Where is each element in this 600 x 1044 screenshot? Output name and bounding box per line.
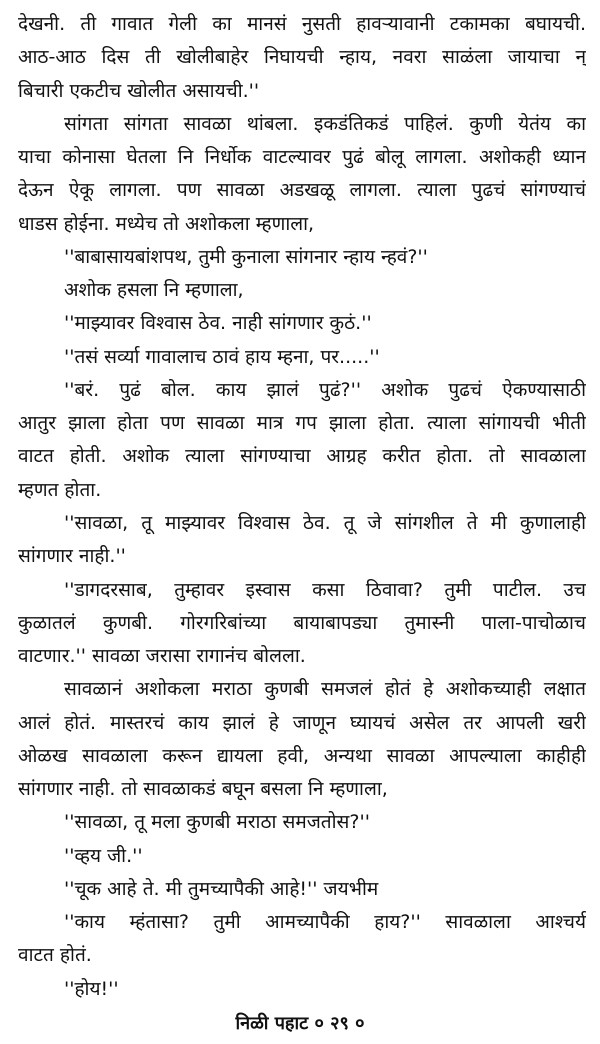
text-line-7: धाडस होईना. मध्येच तो अशोकला म्हणाला, (18, 212, 315, 235)
text-line-17: सांगणार नाही.'' (18, 545, 126, 568)
text-line-9: अशोक हसला नि म्हणाला, (64, 279, 244, 302)
text-line-16: ''सावळा, तू माझ्यावर विश्वास ठेव. तू जे सांगशील ते मी कुणालाही (64, 512, 586, 534)
book-title: निळी पहाट (235, 1013, 309, 1034)
text-line-5: याचा कोनासा घेतला नि निर्धोक वाटल्यावर पुढं बोलू लागला. अशोकही ध्यान (18, 146, 586, 169)
text-line-15: म्हणत होता. (18, 478, 102, 501)
text-line-14: वाटत होती. अशोक त्याला सांगण्याचा आग्रह करीत होता. तो सावळाला (18, 445, 586, 468)
text-line-4: सांगता सांगता सावळा थांबला. इकडंतिकडं पाहिलं. कुणी येतंय का (64, 112, 586, 135)
text-line-13: आतुर झाला होता पण सावळा मात्र गप झाला होता. त्याला सांगायची भीती (18, 412, 586, 435)
page-number: २९ (330, 1013, 349, 1034)
text-line-20: वाटणार.'' सावळा जरासा रागानंच बोलला. (18, 645, 306, 668)
text-line-1: देखनी. ती गावात गेली का मानसं नुसती हावऱ्यावानी टकामका बघायची. (18, 13, 586, 35)
text-line-24: सांगणार नाही. तो सावळाकडं बघून बसला नि म्हणाला, (18, 778, 388, 801)
text-line-21: सावळानं अशोकला मराठा कुणबी समजलं होतं हे अशोकच्याही लक्षात (64, 678, 586, 701)
text-line-28: ''काय म्हंतासा? तुमी आमच्यापैकी हाय?'' सावळाला आश्चर्य (64, 911, 586, 934)
text-line-10: ''माझ्यावर विश्वास ठेव. नाही सांगणार कुठं.'' (64, 312, 372, 335)
text-line-8: ''बाबासायबांशपथ, तुमी कुनाला सांगनार न्हाय न्हवं?'' (64, 245, 428, 268)
page-footer (0, 1012, 600, 1036)
text-line-6: देऊन ऐकू लागला. पण सावळा अडखळू लागला. त्याला पुढचं सांगण्याचं (18, 179, 586, 202)
text-line-30: ''होय!'' (64, 977, 119, 1000)
footer-separator-left: ० (314, 1013, 324, 1034)
text-line-12: ''बरं. पुढं बोल. काय झालं पुढं?'' अशोक पुढचं ऐकण्यासाठी (64, 378, 586, 401)
text-line-29: वाटत होतं. (18, 944, 92, 967)
text-line-26: ''व्हय जी.'' (64, 844, 143, 867)
text-line-19: कुळातलं कुणबी. गोरगरिबांच्या बायाबापड्या तुमास्नी पाला-पाचोळाच (18, 611, 586, 634)
text-line-11: ''तसं सर्व्या गावालाच ठावं हाय म्हना, पर.....'' (64, 345, 380, 368)
text-line-3: बिचारी एकटीच खोलीत असायची.'' (18, 79, 260, 102)
text-line-27: ''चूक आहे ते. मी तुमच्यापैकी आहे!'' जयभीम (64, 877, 379, 900)
text-line-23: ओळख सावळाला करून द्यायला हवी, अन्यथा सावळा आपल्याला काहीही (18, 744, 586, 767)
text-line-2: आठ-आठ दिस ती खोलीबाहेर निघायची न्हाय, नवरा साळंला जायाचा न् (18, 46, 586, 69)
footer-separator-right: ० (355, 1013, 365, 1034)
text-line-22: आलं होतं. मास्तरचं काय झालं हे जाणून घ्यायचं असेल तर आपली खरी (18, 711, 586, 734)
text-line-18: ''डागदरसाब, तुम्हावर इस्वास कसा ठिवावा? तुमी पाटील. उच (64, 578, 586, 601)
text-line-25: ''सावळा, तू मला कुणबी मराठा समजतोस?'' (64, 811, 370, 834)
